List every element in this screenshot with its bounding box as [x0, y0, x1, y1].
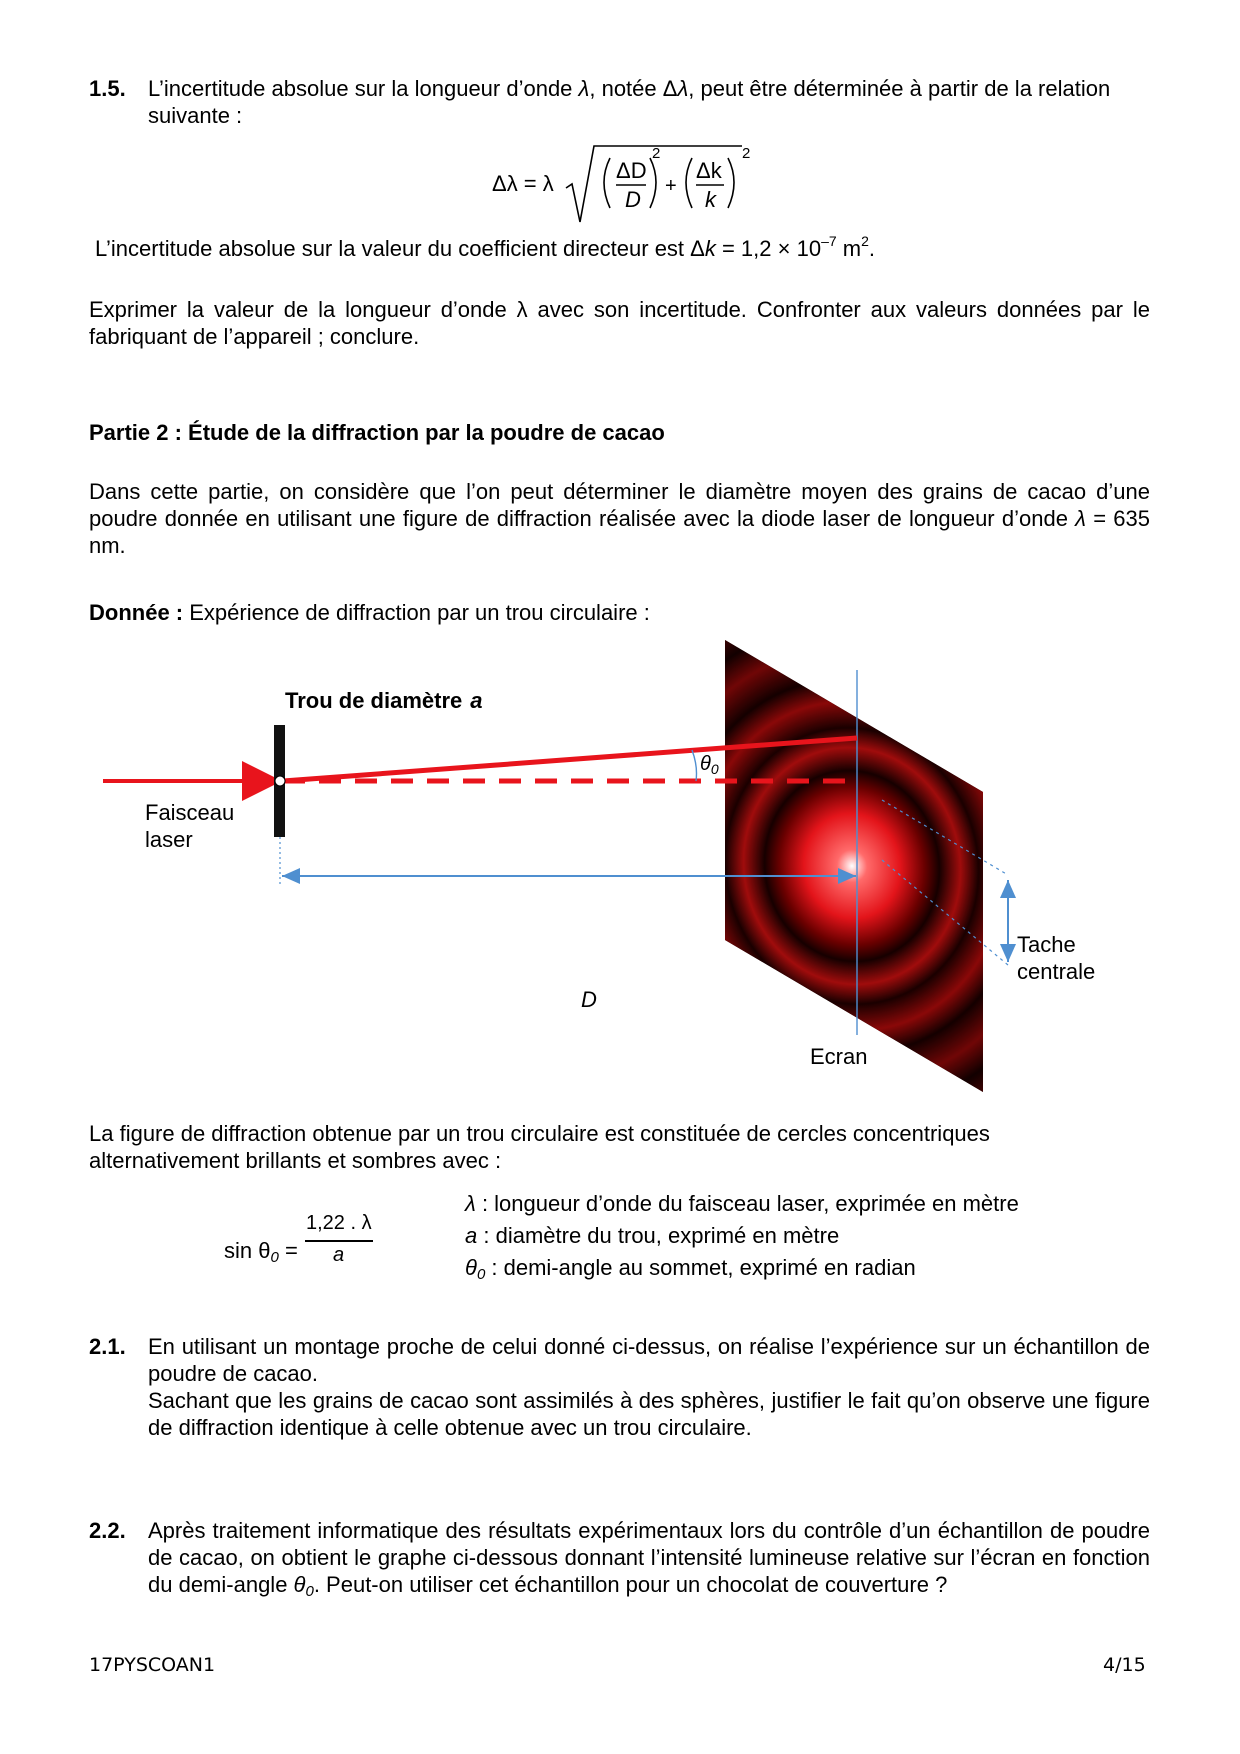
exp1: 2 — [652, 145, 661, 162]
question-text-continued: Sachant que les grains de cacao sont assimilés à des sphères, justifier le fait qu’on observe une figure de diffraction identique à celle obtenue avec un trou circulaire. — [148, 1388, 1150, 1440]
figure-text-1: La figure de diffraction obtenue par un trou circulaire est constituée de cercles concentriques — [89, 1121, 990, 1146]
left-paren — [604, 158, 610, 208]
diffraction-diagram — [100, 640, 1140, 1100]
right-paren — [728, 158, 734, 208]
hole — [275, 776, 285, 786]
theta-label: $\theta_0$ — [700, 753, 719, 777]
question-text: L’incertitude absolue sur la longueur d’onde λ, notée Δλ, peut être déterminée à partir de la relation — [148, 76, 1111, 101]
question-text-continued: suivante : — [148, 103, 243, 128]
frac2-num: Δk — [696, 158, 722, 183]
definition-theta: $\theta_0$ : demi-angle au sommet, exprimé en radian — [465, 1255, 916, 1283]
tache-label-1: Tache — [1017, 932, 1076, 957]
page-number: 4/15 — [1103, 1654, 1146, 1676]
formula-lhs: Δλ = λ — [492, 171, 554, 196]
sine-fraction-bar — [305, 1240, 373, 1242]
angle-arc — [692, 750, 697, 781]
footer-code: 17PYSCOAN1 — [89, 1654, 216, 1676]
figure-text-2: alternativement brillants et sombres avec : — [89, 1148, 502, 1173]
exp2: 2 — [742, 145, 751, 162]
definition-lambda: λ : longueur d’onde du faisceau laser, exprimée en mètre — [465, 1191, 1019, 1216]
task-text: Exprimer la valeur de la longueur d’onde λ avec son incertitude. Confronter aux valeurs données par le fabriquant de l’appareil ; conclure. — [89, 297, 1150, 349]
frac1-num: ΔD — [616, 158, 647, 183]
laser-label-1: Faisceau — [145, 800, 235, 825]
question-text: En utilisant un montage proche de celui donné ci-dessus, on réalise l’expérience sur un échantillon de poudre de cacao. — [148, 1334, 1150, 1386]
sine-num: 1,22 . λ — [306, 1212, 372, 1234]
diffraction-screen — [490, 640, 1140, 1100]
question-text: Après traitement informatique des résultats expérimentaux lors du contrôle d’un échantillon de poudre de cacao, on obtient le graphe ci-dessous donnant l’intensité lumineuse relative sur l’écran en fonction du demi-angle $\theta_0$. Peut-on utiliser cet échantillon pour un chocolat de couverture ? — [148, 1518, 1150, 1600]
laser-label-2: laser — [145, 827, 193, 852]
donnee-line: Donnée : Expérience de diffraction par un trou circulaire : — [89, 600, 650, 625]
tache-label-2: centrale — [1017, 959, 1096, 984]
question-number: 2.1. — [89, 1334, 126, 1359]
right-paren — [650, 158, 656, 208]
frac1-den: D — [625, 187, 641, 212]
frac2-den: k — [705, 187, 716, 212]
sine-den: a — [333, 1244, 345, 1266]
uncertainty-k: L’incertitude absolue sur la valeur du coefficient directeur est $\Delta k = 1,2 \times 10^{-7}$ $m^2$. — [95, 233, 876, 261]
distance-label: D — [581, 987, 597, 1012]
section-title: Partie 2 : Étude de la diffraction par la poudre de cacao — [89, 420, 665, 445]
question-number: 2.2. — [89, 1518, 126, 1543]
hole-label: Trou de diamètre a — [285, 688, 483, 713]
screen-label: Ecran — [810, 1044, 868, 1069]
question-number: 1.5. — [89, 76, 126, 101]
left-paren — [686, 158, 692, 208]
sine-lhs: $\sin \theta_0$ = — [224, 1238, 298, 1266]
part2-intro: Dans cette partie, on considère que l’on peut déterminer le diamètre moyen des grains de cacao d’une poudre donnée en utilisant une figure de diffraction réalisée avec la diode laser de longueur d’onde λ = 635 nm. — [89, 479, 1150, 558]
formula-plus: + — [665, 175, 677, 197]
definition-a: a : diamètre du trou, exprimé en mètre — [465, 1223, 840, 1248]
formula-svg — [480, 128, 760, 228]
